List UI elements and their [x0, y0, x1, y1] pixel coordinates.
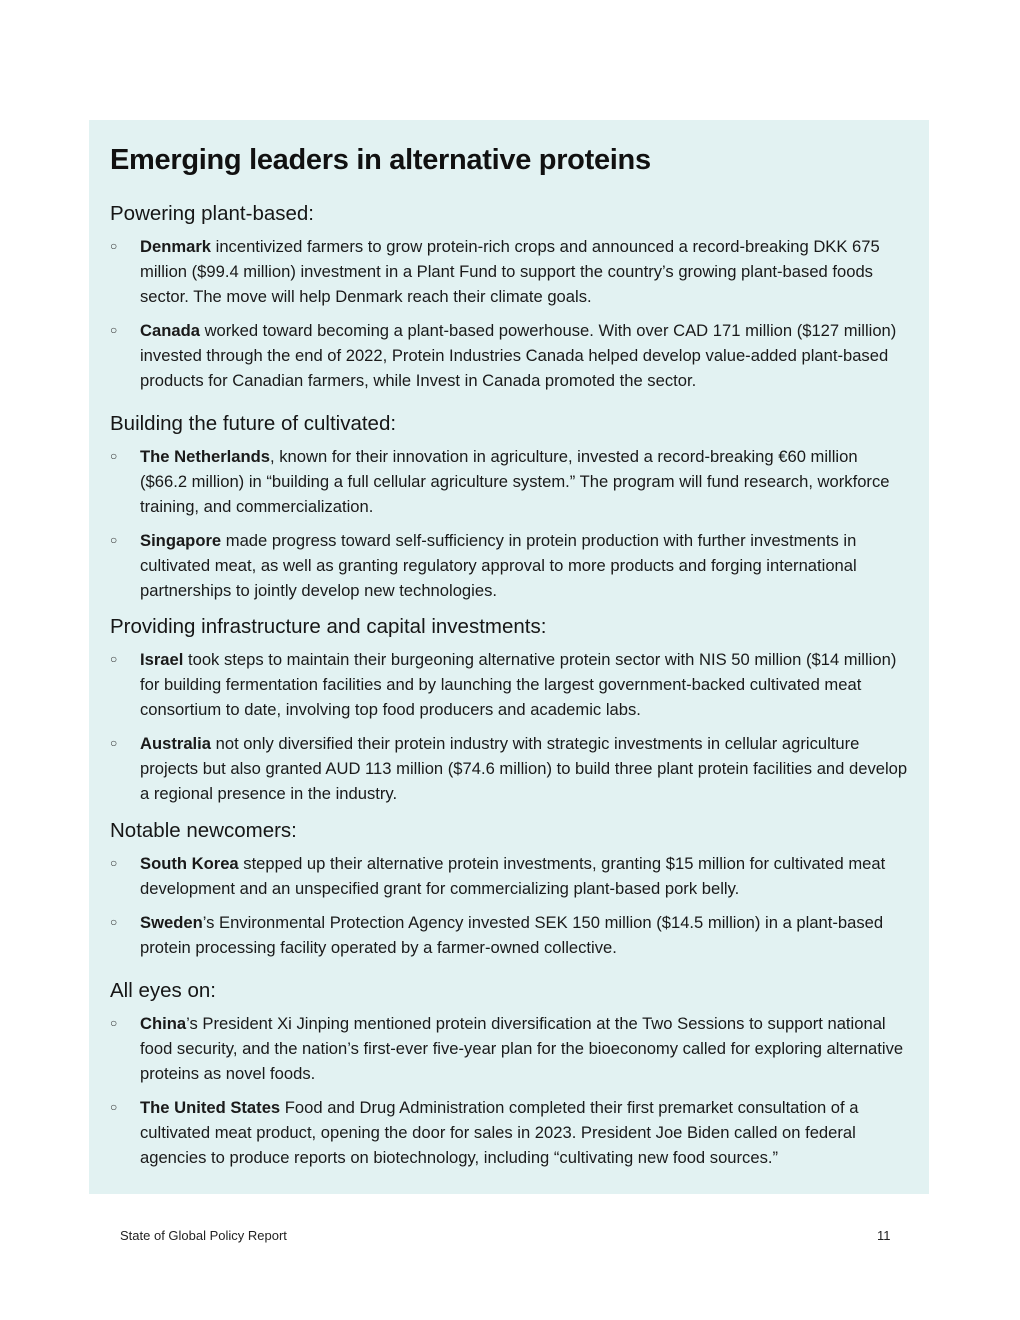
- item-text: Food and Drug Administration completed their first premarket consultation of a cultivated meat product, opening the door for sales in 2023. President Joe Biden called on federal agencies to produce reports on biotechnology, including “cultivating new food sources.”: [140, 1098, 859, 1167]
- hollow-circle-bullet-icon: ○: [110, 239, 118, 253]
- item-text: took steps to maintain their burgeoning alternative protein sector with NIS 50 million ($14 million) for building fermentation facilities and by launching the largest government-backed cultivated meat consortium to date, involving top food producers and academic labs.: [140, 650, 897, 719]
- country-name: South Korea: [140, 854, 239, 873]
- section-infrastructure-investments: [110, 613, 909, 815]
- country-name: China: [140, 1014, 187, 1033]
- country-name: Singapore: [140, 531, 222, 550]
- country-name: Israel: [140, 650, 184, 669]
- item-text: ’s President Xi Jinping mentioned protein diversification at the Two Sessions to support national food security, and the nation’s first-ever five-year plan for the bioeconomy called for exploring alternative proteins as novel foods.: [140, 1014, 904, 1083]
- item-text: made progress toward self-sufficiency in protein production with further investments in cultivated meat, as well as granting regulatory approval to more products and forging international partnerships to jointly develop new technologies.: [140, 531, 857, 600]
- item-text: , known for their innovation in agriculture, invested a record-breaking €60 million ($66.2 million) in “building a full cellular agriculture system.” The program will fund research, workforce training, and commercialization.: [140, 447, 890, 516]
- section-heading: Notable newcomers:: [110, 819, 297, 842]
- hollow-circle-bullet-icon: ○: [110, 856, 118, 870]
- country-name: Sweden: [140, 913, 203, 932]
- item-text: not only diversified their protein industry with strategic investments in cellular agriculture projects but also granted AUD 113 million ($74.6 million) to build three plant protein facilities and develop a regional presence in the industry.: [140, 734, 908, 803]
- section-heading: Providing infrastructure and capital investments:: [110, 615, 547, 638]
- footer-report-name: State of Global Policy Report: [120, 1228, 287, 1243]
- hollow-circle-bullet-icon: ○: [110, 323, 118, 337]
- country-name: The Netherlands: [140, 447, 271, 466]
- section-heading: Building the future of cultivated:: [110, 412, 397, 435]
- panel-title: Emerging leaders in alternative proteins: [110, 144, 651, 176]
- country-name: The United States: [140, 1098, 281, 1117]
- hollow-circle-bullet-icon: ○: [110, 449, 118, 463]
- section-all-eyes-on: [110, 977, 909, 1179]
- list-item: [110, 444, 909, 519]
- item-text: ’s Environmental Protection Agency invested SEK 150 million ($14.5 million) in a plant-based protein processing facility operated by a farmer-owned collective.: [140, 913, 884, 957]
- hollow-circle-bullet-icon: ○: [110, 1016, 118, 1030]
- country-name: Denmark: [140, 237, 212, 256]
- country-name: Canada: [140, 321, 200, 340]
- bullet-list: [110, 647, 909, 806]
- country-name: Australia: [140, 734, 212, 753]
- list-item: [110, 647, 909, 722]
- section-building-cultivated: [110, 410, 909, 612]
- bullet-list: [110, 851, 909, 960]
- hollow-circle-bullet-icon: ○: [110, 533, 118, 547]
- item-text: worked toward becoming a plant-based powerhouse. With over CAD 171 million ($127 million) invested through the end of 2022, Protein Industries Canada helped develop value-added plant-based products for Canadian farmers, while Invest in Canada promoted the sector.: [140, 321, 897, 390]
- list-item: [110, 851, 909, 901]
- hollow-circle-bullet-icon: ○: [110, 736, 118, 750]
- section-notable-newcomers: [110, 817, 909, 969]
- callout-panel: [89, 120, 929, 1194]
- bullet-list: [110, 234, 909, 393]
- hollow-circle-bullet-icon: ○: [110, 652, 118, 666]
- footer-page-number: 11: [877, 1228, 891, 1243]
- section-heading: Powering plant-based:: [110, 202, 314, 225]
- item-text: stepped up their alternative protein investments, granting $15 million for cultivated meat development and an unspecified grant for commercializing plant-based pork belly.: [140, 854, 886, 898]
- list-item: [110, 1095, 909, 1170]
- hollow-circle-bullet-icon: ○: [110, 915, 118, 929]
- bullet-list: [110, 444, 909, 603]
- section-powering-plant-based: [110, 200, 909, 402]
- item-text: incentivized farmers to grow protein-rich crops and announced a record-breaking DKK 675 million ($99.4 million) investment in a Plant Fund to support the country’s growing plant-based foods sector. The move will help Denmark reach their climate goals.: [140, 237, 880, 306]
- list-item: [110, 1011, 909, 1086]
- bullet-list: [110, 1011, 909, 1170]
- list-item: [110, 234, 909, 309]
- section-heading: All eyes on:: [110, 979, 216, 1002]
- list-item: [110, 528, 909, 603]
- hollow-circle-bullet-icon: ○: [110, 1100, 118, 1114]
- list-item: [110, 318, 909, 393]
- list-item: [110, 910, 909, 960]
- list-item: [110, 731, 909, 806]
